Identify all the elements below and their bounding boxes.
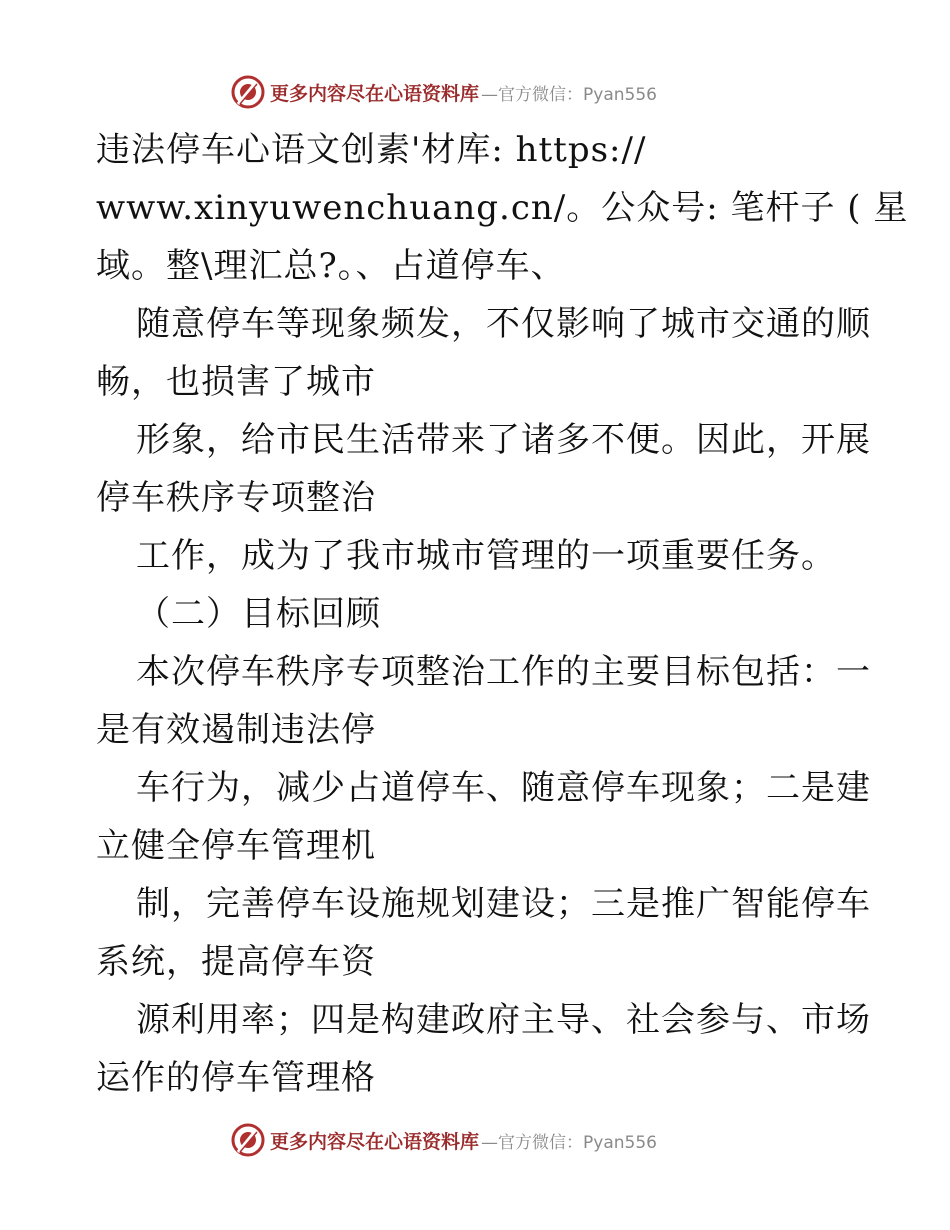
text-line [96,817,856,875]
text-line [96,701,856,759]
document-body [96,121,909,1107]
line-text: 是有效遏制违法停 [96,710,376,750]
brand-logo-icon [230,1122,266,1158]
brand-logo-icon [230,74,266,110]
line-text: 畅，也损害了城市 [96,362,376,402]
brand-text: 更多内容尽在心语资料库 [270,1130,480,1153]
line-text: 立健全停车管理机 [96,826,376,866]
line-text: 源利用率；四是构建政府主导、社会参与、市场 [136,1000,871,1040]
text-line [96,237,856,295]
text-line [96,469,856,527]
official-account-text: —官方微信：Pyan556 [481,1132,657,1153]
line-text: （二）目标回顾 [136,594,381,634]
text-line [96,875,871,933]
header-banner [230,72,710,112]
line-text: 工作，成为了我市城市管理的一项重要任务。 [136,536,836,576]
line-text: 形象，给市民生活带来了诸多不便。因此，开展 [136,420,871,460]
text-line [96,643,871,701]
line-text: www.xinyuwenchuang.cn/。公众号: 笔杆子 ( 星 [96,188,909,228]
line-text: 制，完善停车设施规划建设；三是推广智能停车 [136,884,871,924]
line-text: 运作的停车管理格 [96,1058,376,1098]
line-text: 本次停车秩序专项整治工作的主要目标包括：一 [136,652,871,692]
text-line [96,527,856,585]
line-text: 违法停车心语文创素'材库: https:// [96,130,647,170]
text-line [96,295,871,353]
brand-text: 更多内容尽在心语资料库 [270,82,480,105]
line-text: 系统，提高停车资 [96,942,376,982]
line-text: 停车秩序专项整治 [96,478,376,518]
footer-banner [230,1120,710,1160]
line-text: 车行为，减少占道停车、随意停车现象；二是建 [136,768,871,808]
text-line [96,991,871,1049]
text-line [96,353,856,411]
text-line [96,121,856,179]
text-line [96,1049,856,1107]
text-line [96,179,909,237]
text-line [96,759,871,817]
text-line [96,411,871,469]
official-account-text: —官方微信：Pyan556 [481,84,657,105]
line-text: 域。整\理汇总?。、占道停车、 [96,246,566,286]
section-heading [96,585,856,643]
text-line [96,933,856,991]
line-text: 随意停车等现象频发，不仅影响了城市交通的顺 [136,304,871,344]
